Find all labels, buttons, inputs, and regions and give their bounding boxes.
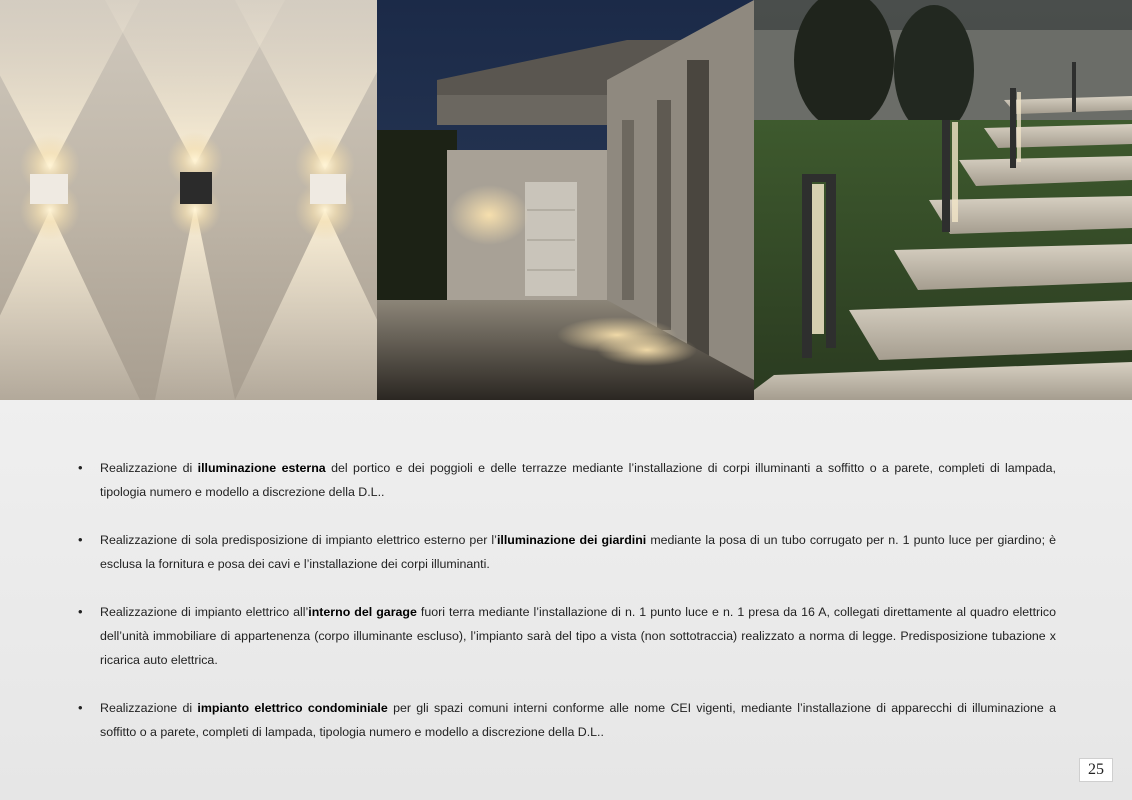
item-text: per gli spazi comuni interni conforme alle nome CEI vigenti, mediante l’installazione di apparecchi di illuminazione a soffitto o a parete, completi di lampada, tipologia numero e modello a discrezione della D.L.. — [100, 701, 1056, 739]
bullet-icon: • — [78, 532, 83, 547]
item-bold-text: impianto elettrico condominiale — [197, 701, 388, 715]
list-item — [78, 600, 1056, 672]
item-text: Realizzazione di impianto elettrico all’ — [100, 605, 309, 619]
item-bold-text: illuminazione dei giardini — [496, 533, 647, 547]
list-item — [78, 696, 1056, 744]
wall-lights-photo — [0, 0, 377, 400]
content-area — [0, 400, 1132, 800]
portico-night-photo — [377, 0, 754, 400]
list-item — [78, 456, 1056, 504]
item-text: fuori terra mediante l’installazione di n. 1 punto luce e n. 1 presa da 16 A, collegati direttamente al quadro elettrico dell’unità immobiliare di appartenenza (corpo illuminante escluso), l’impianto sarà del tipo a vista (non sottotraccia) realizzato a norma di legge. Predisposizione tubazione x ricarica auto elettrica. — [100, 605, 1057, 667]
bullet-icon: • — [78, 460, 83, 475]
item-bold-text: interno del garage — [308, 605, 417, 619]
item-text: del portico e dei poggioli e delle terrazze mediante l’installazione di corpi illuminanti a soffitto o a parete, completi di lampada, tipologia numero e modello a discrezione della D.L.. — [100, 461, 1056, 499]
item-text: Realizzazione di — [100, 701, 198, 715]
item-bold-text: illuminazione esterna — [197, 461, 326, 475]
bullet-icon: • — [78, 700, 83, 715]
item-text: mediante la posa di un tubo corrugato per n. 1 punto luce per giardino; è esclusa la fornitura e posa dei cavi e l’installazione dei corpi illuminanti. — [100, 533, 1056, 571]
garden-bollard-lights-photo — [754, 0, 1132, 400]
page-number: 25 — [1079, 758, 1113, 782]
specification-list — [78, 456, 1056, 744]
item-text: Realizzazione di sola predisposizione di impianto elettrico esterno per l’ — [100, 533, 497, 547]
bullet-icon: • — [78, 604, 83, 619]
item-text: Realizzazione di — [100, 461, 198, 475]
list-item — [78, 528, 1056, 576]
